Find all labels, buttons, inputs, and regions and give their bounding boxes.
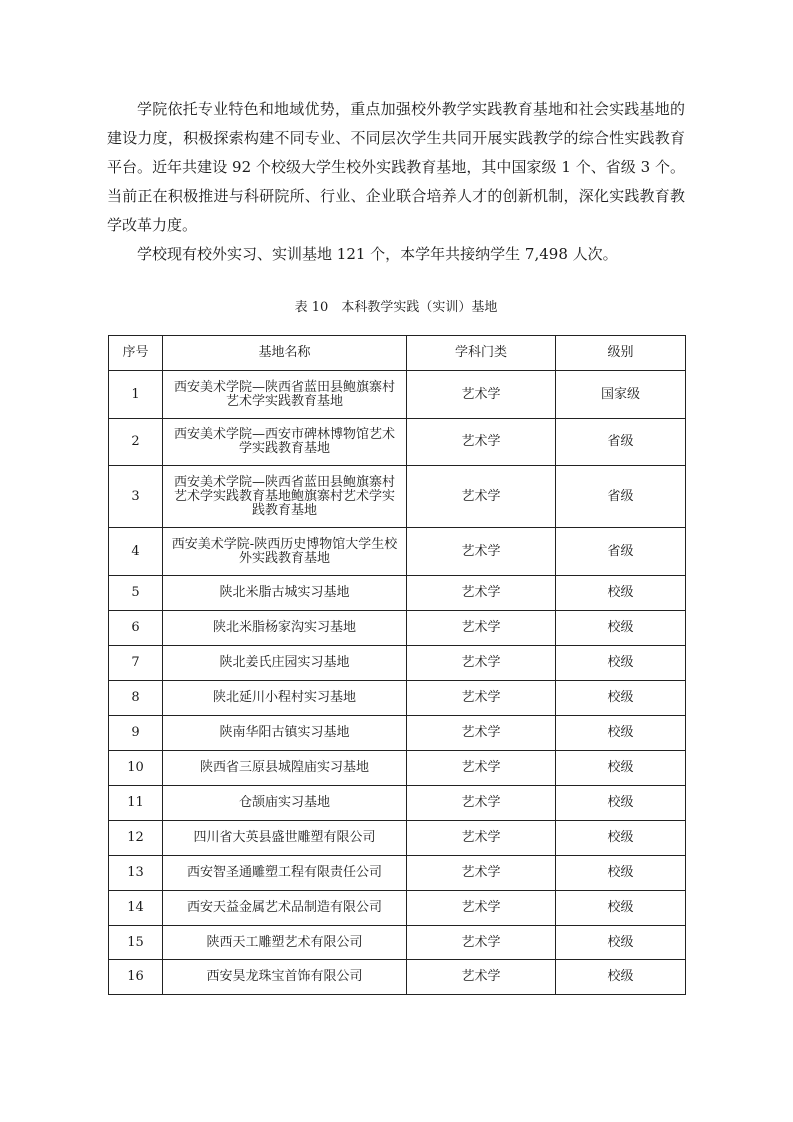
cell-base-name: 陕北姜氏庄园实习基地 [163, 646, 407, 681]
cell-level: 校级 [556, 856, 686, 891]
cell-base-name: 四川省大英县盛世雕塑有限公司 [163, 821, 407, 856]
cell-base-name: 西安昊龙珠宝首饰有限公司 [163, 960, 407, 995]
cell-level: 校级 [556, 926, 686, 960]
table-row [109, 528, 686, 576]
table-caption: 表 10 本科教学实践（实训）基地 [294, 300, 498, 315]
cell-discipline: 艺术学 [407, 751, 556, 786]
cell-number: 2 [109, 419, 163, 466]
cell-base-name: 陕北米脂杨家沟实习基地 [163, 611, 407, 646]
cell-number: 14 [109, 891, 163, 926]
cell-discipline: 艺术学 [407, 611, 556, 646]
cell-discipline: 艺术学 [407, 371, 556, 419]
cell-base-name: 陕北米脂古城实习基地 [163, 576, 407, 611]
header-number: 序号 [109, 336, 163, 371]
cell-discipline: 艺术学 [407, 681, 556, 716]
cell-number: 15 [109, 926, 163, 960]
cell-level: 校级 [556, 960, 686, 995]
cell-discipline: 艺术学 [407, 576, 556, 611]
header-base-name: 基地名称 [163, 336, 407, 371]
table-row [109, 891, 686, 926]
cell-number: 5 [109, 576, 163, 611]
cell-discipline: 艺术学 [407, 926, 556, 960]
cell-base-name: 陕南华阳古镇实习基地 [163, 716, 407, 751]
cell-base-name: 西安美术学院—陕西省蓝田县鲍旗寨村艺术学实践教育基地 [163, 371, 407, 419]
cell-base-name: 陕西省三原县城隍庙实习基地 [163, 751, 407, 786]
table-row [109, 960, 686, 995]
cell-discipline: 艺术学 [407, 419, 556, 466]
table-row [109, 681, 686, 716]
table-row [109, 419, 686, 466]
cell-number: 16 [109, 960, 163, 995]
cell-number: 7 [109, 646, 163, 681]
table-row [109, 371, 686, 419]
table-row [109, 856, 686, 891]
cell-number: 10 [109, 751, 163, 786]
practice-base-table [108, 335, 686, 995]
table-row [109, 751, 686, 786]
cell-level: 校级 [556, 646, 686, 681]
table-row [109, 646, 686, 681]
cell-discipline: 艺术学 [407, 960, 556, 995]
cell-discipline: 艺术学 [407, 528, 556, 576]
cell-base-name: 西安美术学院—西安市碑林博物馆艺术学实践教育基地 [163, 419, 407, 466]
cell-level: 省级 [556, 419, 686, 466]
cell-discipline: 艺术学 [407, 891, 556, 926]
table-row [109, 786, 686, 821]
table-header-row [109, 336, 686, 371]
cell-discipline: 艺术学 [407, 821, 556, 856]
cell-discipline: 艺术学 [407, 786, 556, 821]
cell-number: 9 [109, 716, 163, 751]
table-row [109, 716, 686, 751]
table-row [109, 576, 686, 611]
cell-base-name: 西安美术学院-陕西历史博物馆大学生校外实践教育基地 [163, 528, 407, 576]
cell-number: 11 [109, 786, 163, 821]
cell-discipline: 艺术学 [407, 466, 556, 528]
cell-level: 校级 [556, 716, 686, 751]
cell-level: 校级 [556, 786, 686, 821]
cell-discipline: 艺术学 [407, 716, 556, 751]
cell-number: 13 [109, 856, 163, 891]
cell-level: 省级 [556, 466, 686, 528]
cell-discipline: 艺术学 [407, 646, 556, 681]
cell-number: 3 [109, 466, 163, 528]
cell-discipline: 艺术学 [407, 856, 556, 891]
cell-number: 8 [109, 681, 163, 716]
cell-number: 6 [109, 611, 163, 646]
cell-level: 校级 [556, 751, 686, 786]
cell-base-name: 西安天益金属艺术品制造有限公司 [163, 891, 407, 926]
cell-level: 校级 [556, 891, 686, 926]
cell-level: 校级 [556, 821, 686, 856]
table-row [109, 821, 686, 856]
cell-base-name: 陕西天工雕塑艺术有限公司 [163, 926, 407, 960]
cell-number: 12 [109, 821, 163, 856]
cell-number: 4 [109, 528, 163, 576]
header-level: 级别 [556, 336, 686, 371]
cell-base-name: 西安智圣通雕塑工程有限责任公司 [163, 856, 407, 891]
summary-paragraph: 学校现有校外实习、实训基地 121 个，本学年共接纳学生 7,498 人次。 [137, 245, 618, 263]
cell-base-name: 西安美术学院—陕西省蓝田县鲍旗寨村艺术学实践教育基地鲍旗寨村艺术学实践教育基地 [163, 466, 407, 528]
table-row [109, 466, 686, 528]
cell-base-name: 仓颉庙实习基地 [163, 786, 407, 821]
table-row [109, 926, 686, 960]
cell-level: 省级 [556, 528, 686, 576]
cell-level: 校级 [556, 576, 686, 611]
cell-base-name: 陕北延川小程村实习基地 [163, 681, 407, 716]
cell-level: 国家级 [556, 371, 686, 419]
table-row [109, 611, 686, 646]
cell-level: 校级 [556, 681, 686, 716]
intro-paragraph: 学院依托专业特色和地域优势，重点加强校外教学实践教育基地和社会实践基地的建设力度，积极探索构建不同专业、不同层次学生共同开展实践教学的综合性实践教育平台。近年共建设 92 个校级大学生校外实践教育基地，其中国家级 1 个、省级 3 个。当前正在积极推进与科研院所、行业、企业联合培养人才的创新机制，深化实践教育教学改革力度。 [107, 100, 685, 234]
cell-level: 校级 [556, 611, 686, 646]
header-discipline: 学科门类 [407, 336, 556, 371]
cell-number: 1 [109, 371, 163, 419]
